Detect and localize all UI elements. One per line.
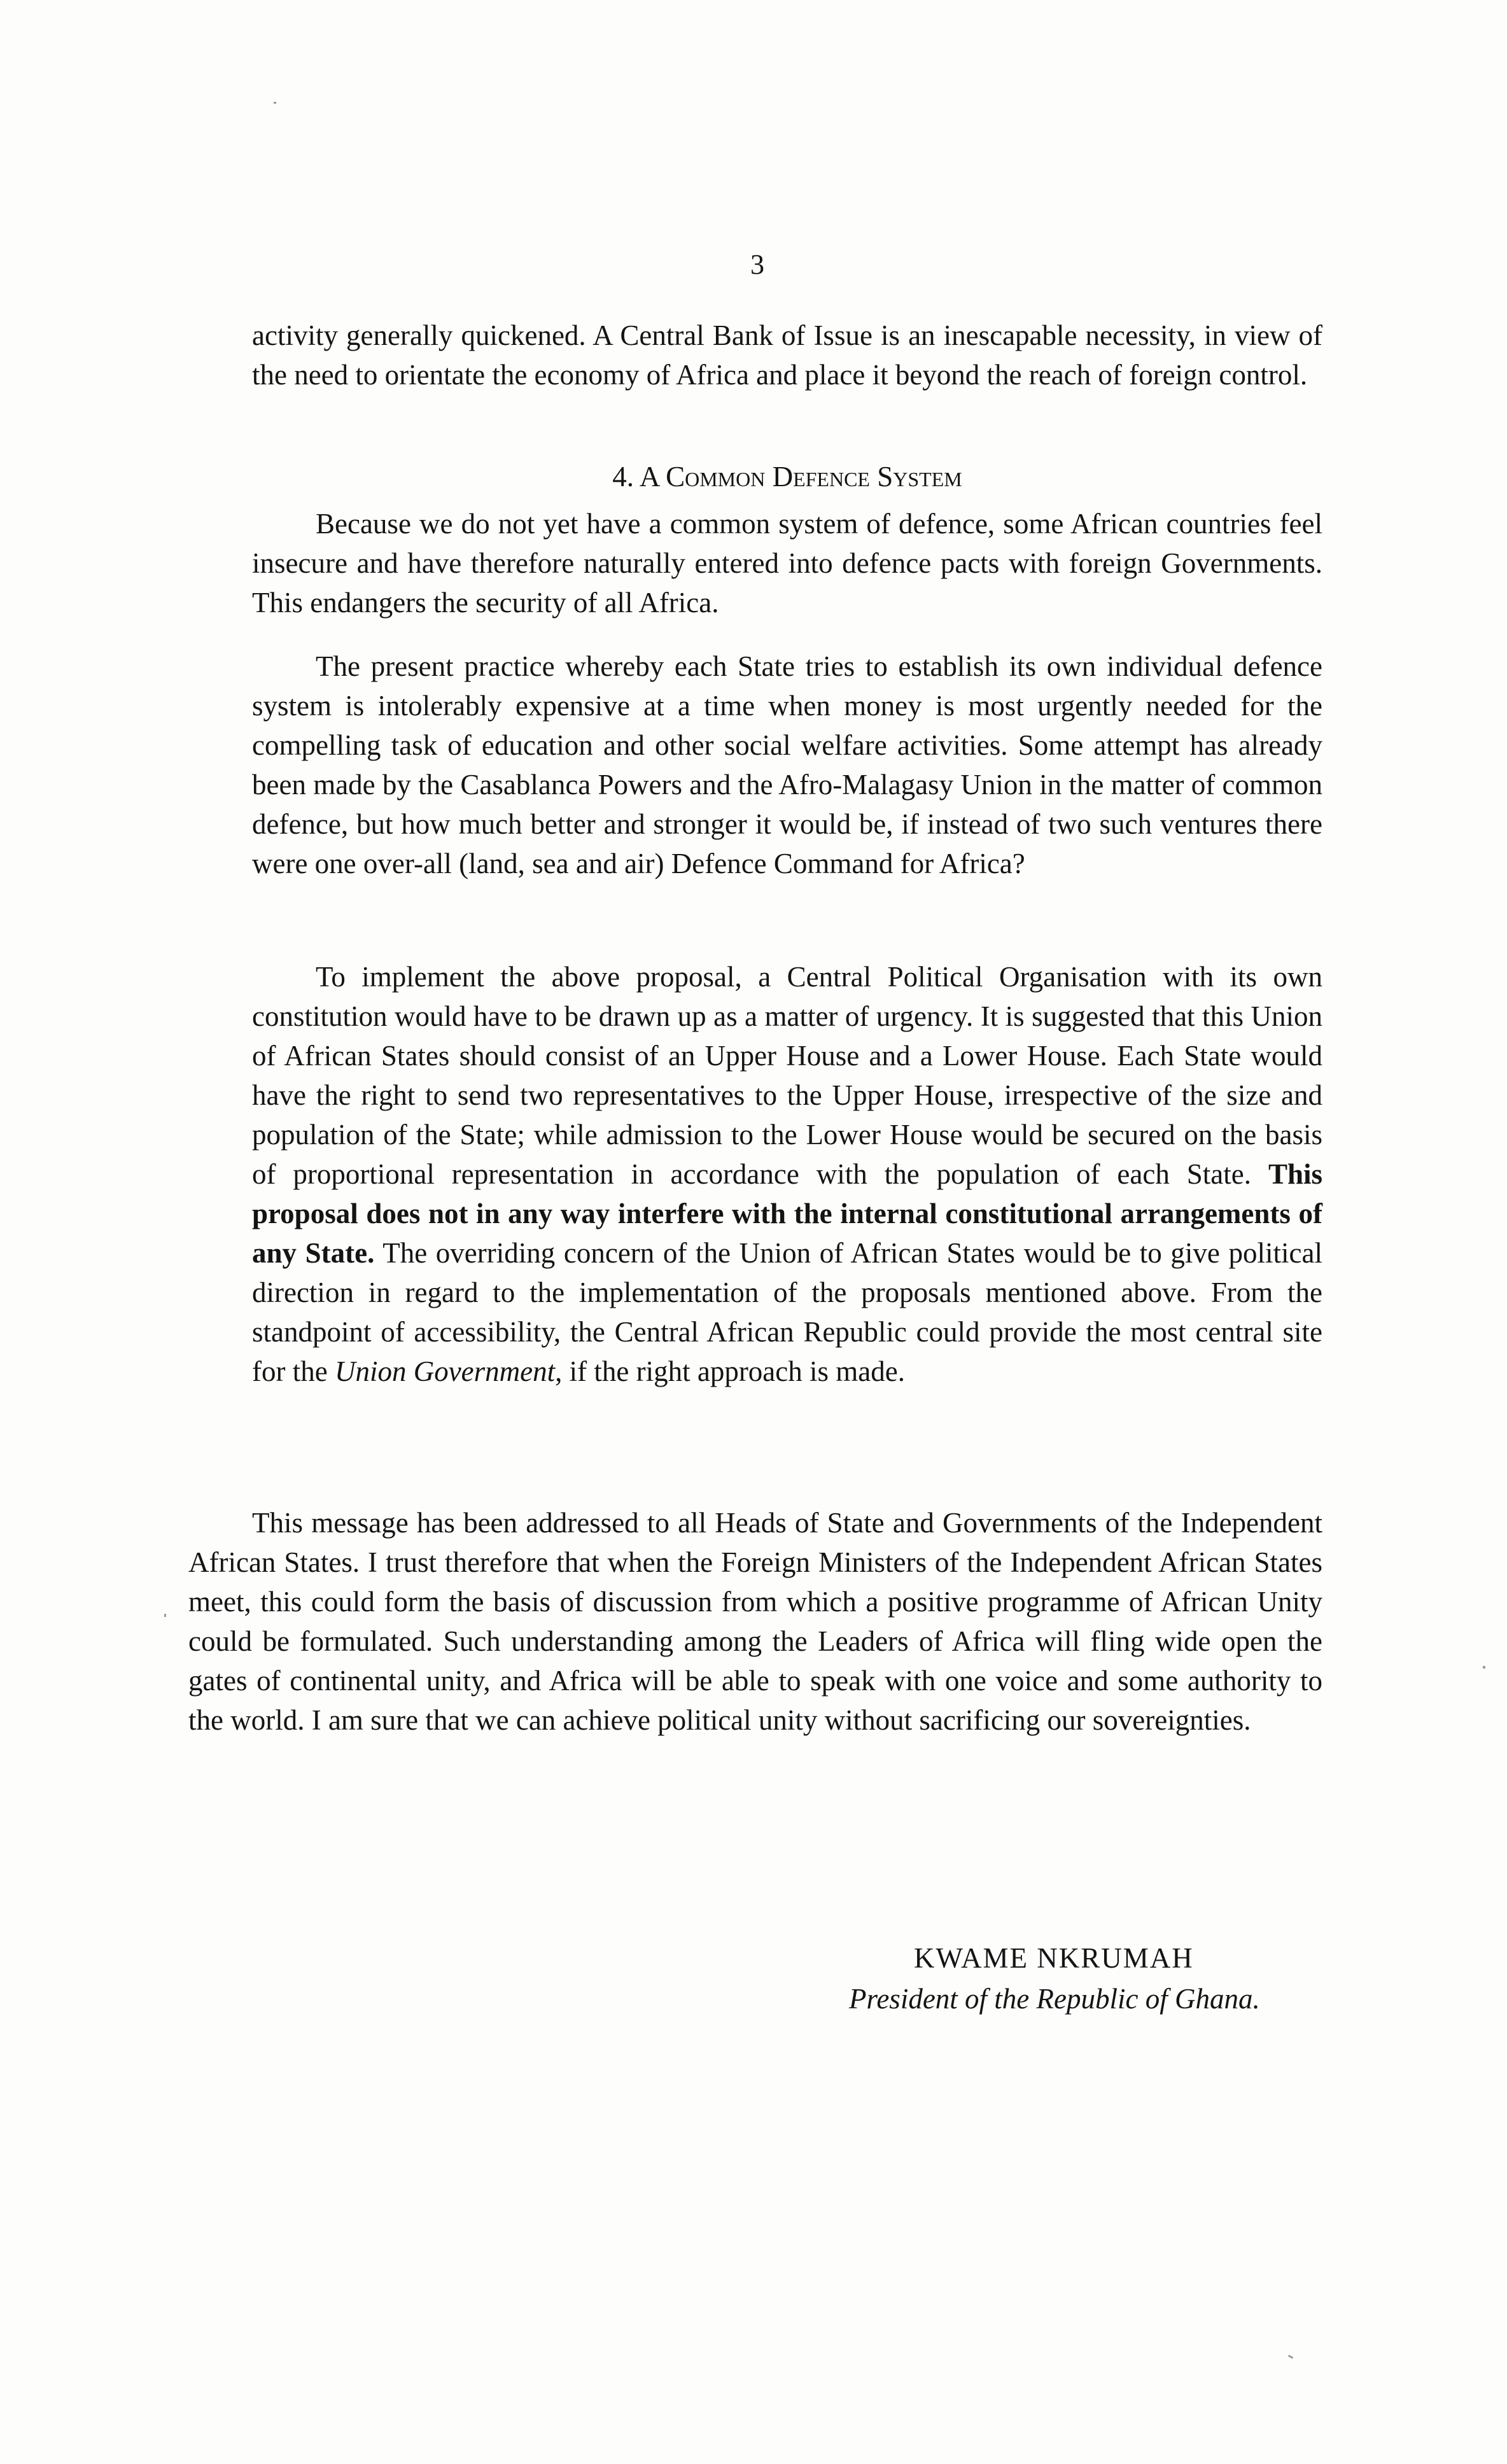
paragraph-4-text-1: To implement the above proposal, a Central Political Organisation with its own constitution would have to be drawn up as a matter of urgency. It is suggested that this Union of African States should consist of an Upper House and a Lower House. Each State would have the right to send two representatives to the Upper House, irrespective of the size and population of the State; while admission to the Lower House would be secured on the basis of proportional representation in accordance with the population of each State. xyxy=(252,961,1322,1190)
paragraph-4-text-2: The overriding concern of the Union of African States would be to give political direction in regard to the implementation of the proposals mentioned above. From the standpoint of accessibility, the Central African Republic could provide the most central site for the xyxy=(252,1237,1322,1387)
signature-title: President of the Republic of Ghana. xyxy=(849,1983,1260,2015)
scan-speck xyxy=(164,1614,166,1617)
scan-speck xyxy=(274,102,276,104)
paragraph-4-bold-text: This proposal does not in any way interfere with the internal constitutional arrangements of any State. xyxy=(252,1158,1322,1269)
signature-name: KWAME NKRUMAH xyxy=(914,1942,1194,1974)
scan-speck xyxy=(1288,2355,1293,2359)
paragraph-2: Because we do not yet have a common system of defence, some African countries feel insecure and have therefore naturally entered into defence pacts with foreign Governments. This endangers the security of all Africa. xyxy=(252,508,1322,619)
paragraph-4 xyxy=(252,957,1322,1391)
paragraph-3: The present practice whereby each State tries to establish its own individual defence system is intolerably expensive at a time when money is most urgently needed for the compelling task of education and other social welfare activities. Some attempt has already been made by the Casablanca Powers and the Afro-Malagasy Union in the matter of common defence, but how much better and stronger it would be, if instead of two such ventures there were one over-all (land, sea and air) Defence Command for Africa? xyxy=(252,650,1323,879)
scan-speck xyxy=(1483,1666,1485,1669)
page-number: 3 xyxy=(750,249,764,280)
paragraph-1: activity generally quickened. A Central Bank of Issue is an inescapable necessity, in view of the need to orientate the economy of Africa and place it beyond the reach of foreign control. xyxy=(252,319,1322,391)
paragraph-4-italic-text: Union Government xyxy=(334,1355,556,1387)
section-heading: 4. A Common Defence System xyxy=(612,461,962,493)
paragraph-4-text-3: , if the right approach is made. xyxy=(555,1355,905,1387)
paragraph-5: This message has been addressed to all Heads of State and Governments of the Independent African States. I trust therefore that when the Foreign Ministers of the Independent African States meet, this could form the basis of discussion from which a positive programme of African Unity could be formulated. Such understanding among the Leaders of Africa will fling wide open the gates of continental unity, and Africa will be able to speak with one voice and some authority to the world. I am sure that we can achieve political unity without sacrificing our sovereignties. xyxy=(188,1507,1322,1736)
